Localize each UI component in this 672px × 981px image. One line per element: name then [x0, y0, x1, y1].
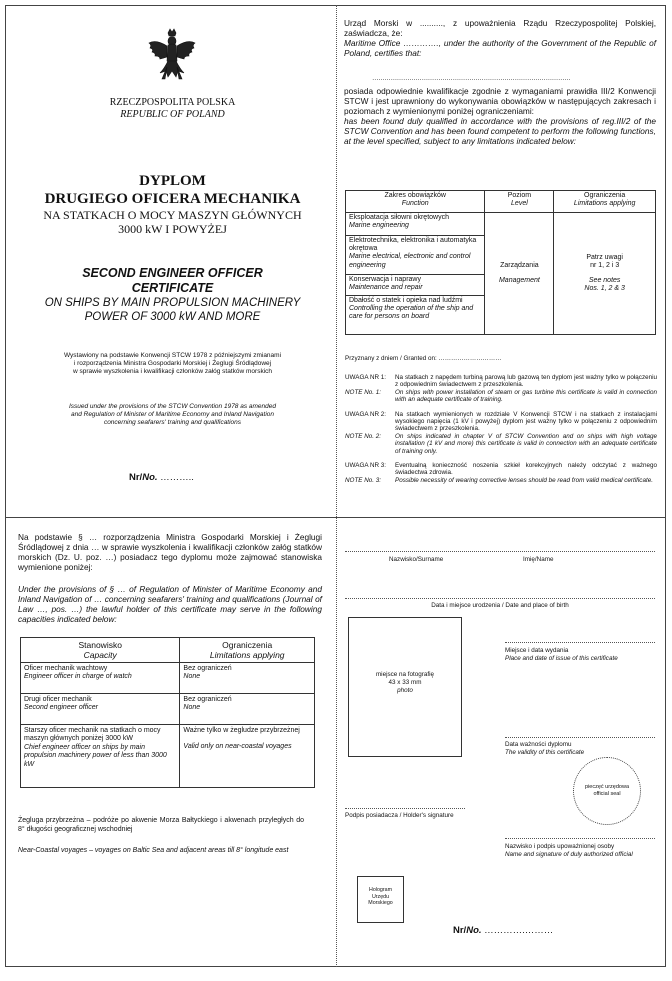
republic-name-pl: RZECZPOSPOLITA POLSKA [109, 97, 236, 108]
hologram-box: Hologram Urzędu Morskiego [357, 876, 404, 923]
issued-pl-line-2: i rozporządzenia Ministra Gospodarki Morskiej i Żeglugi Śródlądowej [73, 360, 272, 367]
holder-name-dots: …………………………………………………………………………………… [372, 75, 571, 82]
birth-line [345, 598, 655, 599]
certify-text-en: Maritime Office …………., under the authority of the Government of the Republic of Poland, certifies that: [344, 38, 656, 58]
coastal-text-pl: Żegluga przybrzeżna – podróże po akwenie Morza Bałtyckiego i akwenach przyległych do 8° długości geograficznej wschodniej [18, 817, 304, 833]
photo-box: miejsce na fotografię 43 x 33 mm photo [348, 617, 462, 757]
authorized-signature-line [505, 838, 655, 839]
issue-label-en: Place and date of issue of this certificate [505, 655, 618, 662]
title-en-line-1: SECOND ENGINEER OFFICER [82, 266, 263, 280]
title-en-line-2: CERTIFICATE [131, 281, 214, 295]
validity-line [505, 737, 655, 738]
capacity-row: Oficer mechanik wachtowy Engineer officer in charge of watch [21, 663, 180, 694]
found-text-en: has been found duly qualified in accordance with the provisions of reg.III/2 of the STCW Convention and has been found competent to perform the following functions, at the level specified, subject to any limitations indicated below: [344, 116, 656, 146]
level-cell: Zarządzania Management [485, 213, 554, 335]
certificate-number-back: Nr/No. ………….……… [453, 925, 554, 936]
capacities-header-capacity: Stanowisko Capacity [21, 638, 180, 663]
issued-pl-line-1: Wystawiony na podstawie Konwencji STCW 1978 z późniejszymi zmianami [63, 352, 282, 359]
certify-text-pl: Urząd Morski w .........., z upoważnienia Rządu Rzeczypospolitej Polskiej, zaświadcza, że: [344, 18, 656, 38]
title-pl-line-3: NA STATKACH O MOCY MASZYN GŁÓWNYCH [43, 208, 302, 222]
title-en-line-3: ON SHIPS BY MAIN PROPULSION MACHINERY [44, 297, 301, 309]
capacity-limit: Bez ograniczeń None [180, 694, 315, 725]
capacity-limit: Ważne tylko w żegludze przybrzeżnej Valid only on near-coastal voyages [180, 725, 315, 788]
function-row: Konserwacja i naprawy Maintenance and repair [346, 275, 485, 296]
certificate-number-cover: Nr/No. ……….. [129, 472, 194, 483]
fold-line-vertical [336, 5, 337, 967]
authorized-label-en: Name and signature of duly authorized official [505, 851, 633, 858]
official-seal-circle: pieczęć urzędowa official seal [573, 757, 641, 825]
functions-table [345, 190, 656, 335]
capacity-text-pl: Na podstawie § … rozporządzenia Ministra Gospodarki Morskiej i Żeglugi Śródlądowej z dnia … w sprawie wyszkolenia i kwalifikacji członków załóg statków morskich (Dz. U. poz. …) posiadacz tego dyplomu może zajmować stanowiska wymienione poniżej: [18, 532, 322, 572]
issued-en-line-1: Issued under the provisions of the STCW Convention 1978 as amended [68, 403, 277, 410]
polish-eagle-emblem-icon [146, 27, 198, 87]
holder-signature-line [345, 808, 465, 809]
limitations-cell: Patrz uwagi nr 1, 2 i 3 See notes Nos. 1, 2 & 3 [554, 213, 656, 335]
title-pl-line-1: DYPLOM [139, 173, 206, 189]
name-line [345, 551, 655, 552]
notes-block: UWAGA NR 1: Na statkach z napędem turbiną parową lub gazową ten dyplom jest ważny tylko w połączeniu z odpowiednim świadectwem z przeszkolenia. NOTE No. 1: On ships with power installation of steam or gas turbine this certificate is valid in connection with an adequate certificate of training. UWAGA NR 2: Na statkach wymienionych w rozdziale V Konwencji STCW i na statkach z instalacjami wysokiego napięcia (1 kV i powyżej) dyplom jest ważny tylko w połączeniu z odpowiednim świadectwem z przeszkolenia. NOTE No. 2: On ships indicated in chapter V of STCW Convention and on ships with high voltage installation (1 kV and more) this certificate is valid in connection with an adequate certificate of training only. UWAGA NR 3: Eventualną konieczność noszenia szkieł korekcyjnych należy odczytać z ważnego świadectwa zdrowia. NOTE No. 3: Possible necessity of wearing corrective lenses should be read from valid medical certificate. [345, 374, 657, 484]
issue-line [505, 642, 655, 643]
issued-pl-line-3: w sprawie wyszkolenia i kwalifikacji członków załóg statków morskich [72, 368, 273, 375]
validity-label-en: The validity of this certificate [505, 749, 585, 756]
capacities-header-limitations: Ograniczenia Limitations applying [180, 638, 315, 663]
granted-on: Przyznany z dniem / Granted on: ………………………… [345, 355, 502, 362]
issued-en-line-2: and Regulation of Minister of Maritime Economy and Inland Navigation [70, 411, 275, 418]
birth-label: Data i miejsce urodzenia / Date and place of birth [431, 602, 569, 609]
name-label: Imię/Name [523, 556, 554, 563]
capacity-row: Starszy oficer mechanik na statkach o mocy maszyn głównych poniżej 3000 kW Chief engineer officer on ships by main propulsion machinery power of less than 3000 kW [21, 725, 180, 788]
functions-header-limitations: Ograniczenia Limitations applying [554, 191, 656, 213]
title-en-line-4: POWER OF 3000 kW AND MORE [84, 311, 261, 323]
issued-en-line-3: concerning seafarers' training and qualifications [103, 419, 242, 426]
capacity-text-en: Under the provisions of § … of Regulation of Minister of Maritime Economy and Inland Navigation of … concerning seafarers' training and qualifications (Journal of Law …, pos. …) the lawful holder of this certificate may serve in the following capacities indicated below: [18, 584, 322, 624]
functions-header-function: Zakres obowiązków Function [346, 191, 485, 213]
republic-name-en: REPUBLIC OF POLAND [120, 109, 225, 120]
title-pl-line-2: DRUGIEGO OFICERA MECHANIKA [44, 191, 301, 207]
holder-signature-label: Podpis posiadacza / Holder's signature [345, 812, 454, 819]
function-row: Eksploatacja siłowni okrętowych Marine engineering [346, 213, 485, 236]
capacities-table [20, 637, 315, 788]
issue-label-pl: Miejsce i data wydania [505, 647, 569, 654]
validity-label-pl: Data ważności dyplomu [505, 741, 572, 748]
function-row: Dbałość o statek i opieka nad ludźmi Controlling the operation of the ship and care for persons on board [346, 296, 485, 335]
capacity-limit: Bez ograniczeń None [180, 663, 315, 694]
capacity-row: Drugi oficer mechanik Second engineer officer [21, 694, 180, 725]
fold-line-horizontal [5, 517, 666, 518]
authorized-label-pl: Nazwisko i podpis upoważnionej osoby [505, 843, 615, 850]
coastal-text-en: Near-Coastal voyages – voyages on Baltic Sea and adjacent areas till 8° longitude east [18, 847, 289, 854]
functions-header-level: Poziom Level [485, 191, 554, 213]
found-text-pl: posiada odpowiednie kwalifikacje zgodnie z wymaganiami prawidła III/2 Konwencji STCW i jest uprawniony do wykonywania obowiązków w następujących zakresach i poziomach z wymienionymi poniżej ograniczeniami: [344, 86, 656, 116]
function-row: Elektrotechnika, elektronika i automatyka okrętowa Marine electrical, electronic and control engineering [346, 236, 485, 275]
title-pl-line-4: 3000 kW I POWYŻEJ [118, 222, 227, 236]
surname-label: Nazwisko/Surname [389, 556, 444, 563]
